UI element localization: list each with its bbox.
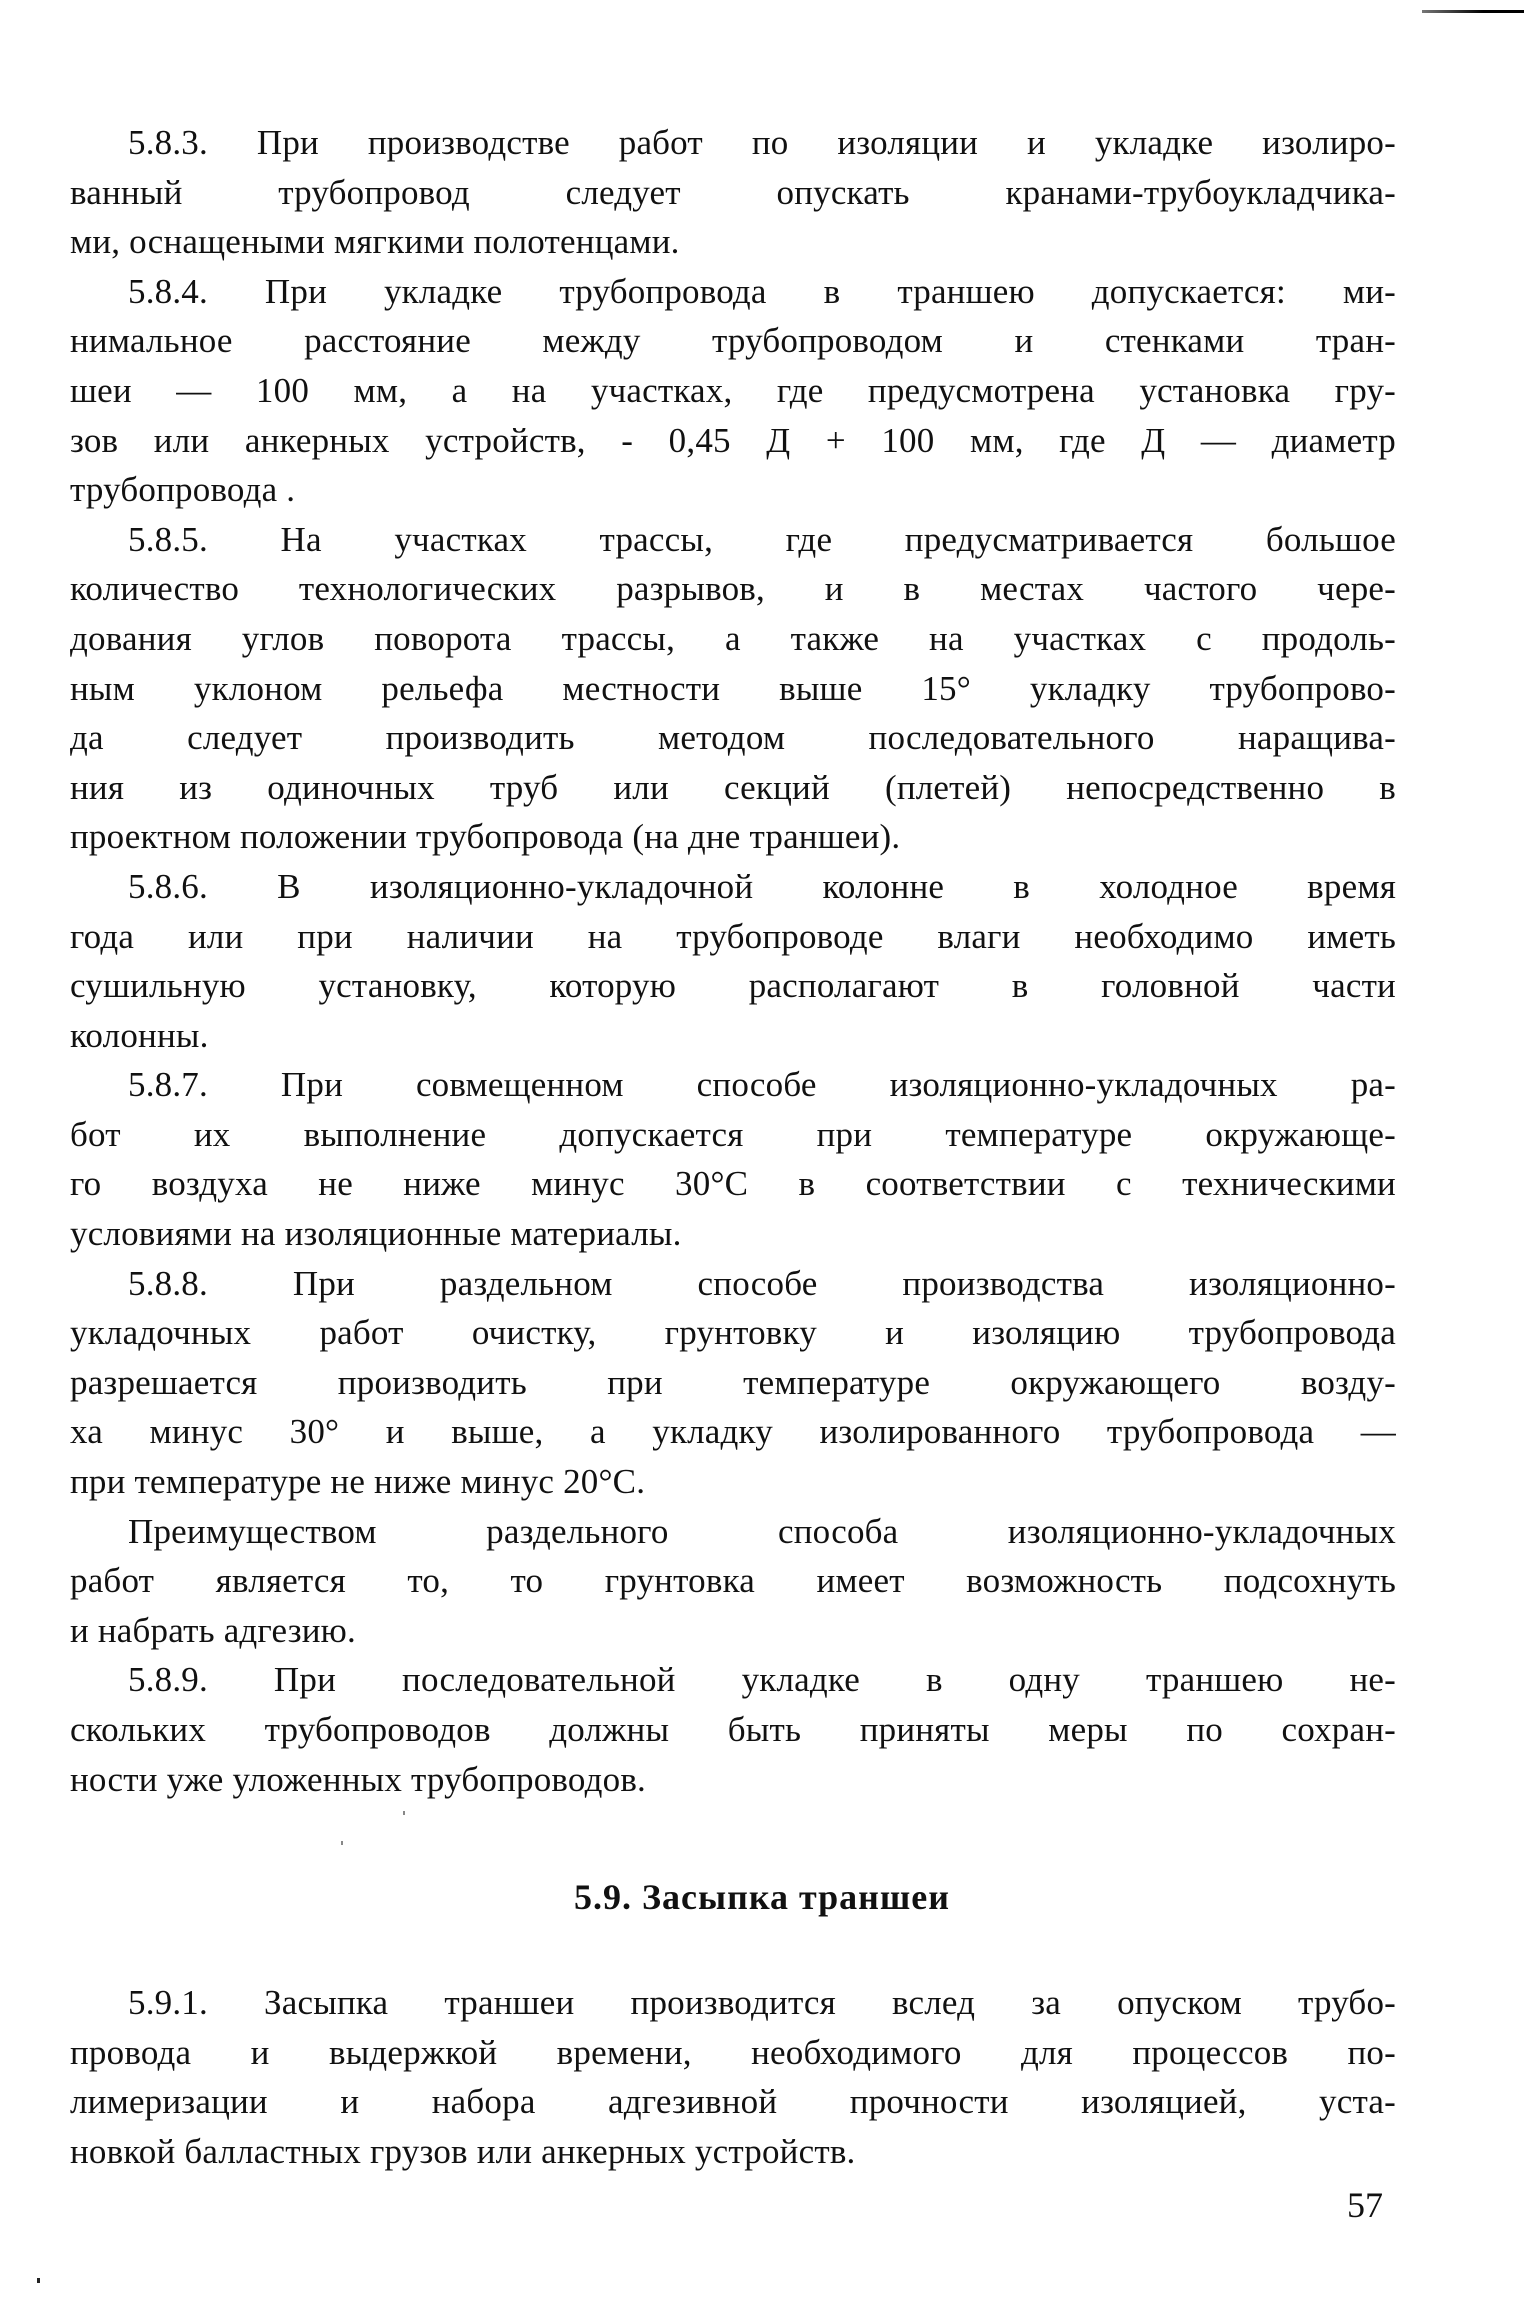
scan-speck	[37, 2278, 40, 2283]
paragraph-advantage	[70, 1507, 1396, 1656]
text-line: ным уклоном рельефа местности выше 15° укладку трубопрово-	[70, 668, 1396, 708]
text-line: шеи — 100 мм, а на участках, где предусмотрена установка гру-	[70, 370, 1396, 410]
text-line: работ является то, то грунтовка имеет возможность подсохнуть	[70, 1561, 1396, 1601]
scan-speck	[341, 1841, 343, 1845]
paragraph-5-9-1	[70, 1978, 1396, 2176]
text-line: 5.9.1. Засыпка траншеи производится вслед за опуском трубо-	[128, 1983, 1396, 2022]
text-line: го воздуха не ниже минус 30°С в соответствии с техническими	[70, 1164, 1396, 1204]
text-line: количество технологических разрывов, и в местах частого чере-	[70, 569, 1396, 609]
text-line: 5.8.7. При совмещенном способе изоляционно-укладочных ра-	[128, 1065, 1396, 1105]
text-line: да следует производить методом последовательного наращива-	[70, 718, 1396, 758]
text-line: ния из одиночных труб или секций (плетей) непосредственно в	[70, 767, 1396, 807]
paragraph-5-8-7	[70, 1060, 1396, 1258]
text-line: 5.8.6. В изоляционно-укладочной колонне в холодное время	[128, 866, 1396, 906]
text-line: ми, оснащеными мягкими полотенцами.	[70, 222, 680, 262]
text-line: новкой балластных грузов или анкерных устройств.	[70, 2131, 856, 2171]
page-number: 57	[1347, 2185, 1383, 2225]
text-line: года или при наличии на трубопроводе влаги необходимо иметь	[70, 916, 1396, 956]
text-line: условиями на изоляционные материалы.	[70, 1214, 682, 1254]
text-line: проектном положении трубопровода (на дне траншеи).	[70, 817, 901, 857]
text-line: сушильную установку, которую располагают в головной части	[70, 966, 1396, 1006]
text-line: 5.8.9. При последовательной укладке в одну траншею не-	[128, 1660, 1396, 1700]
text-line: скольких трубопроводов должны быть приняты меры по сохран-	[70, 1710, 1396, 1749]
text-line: колонны.	[70, 1015, 209, 1055]
scan-speck	[403, 1811, 405, 1815]
section-5-9-body	[70, 1978, 1396, 2176]
text-line: укладочных работ очистку, грунтовку и изоляцию трубопровода	[70, 1313, 1396, 1353]
paragraph-5-8-5	[70, 515, 1396, 862]
text-line: провода и выдержкой времени, необходимого для процессов по-	[70, 2032, 1396, 2072]
text-line: трубопровода .	[70, 470, 296, 510]
text-line: бот их выполнение допускается при температуре окружающе-	[70, 1114, 1396, 1154]
text-line: ха минус 30° и выше, а укладку изолированного трубопровода —	[70, 1412, 1396, 1452]
text-line: ности уже уложенных трубопроводов.	[70, 1759, 646, 1799]
section-heading-5-9: 5.9. Засыпка траншеи	[573, 1877, 951, 1917]
text-line: ванный трубопровод следует опускать кранами-трубоукладчика-	[70, 172, 1396, 212]
text-line: разрешается производить при температуре окружающего возду-	[70, 1362, 1396, 1402]
text-line: 5.8.8. При раздельном способе производства изоляционно-	[128, 1263, 1396, 1303]
text-line: 5.8.4. При укладке трубопровода в траншею допускается: ми-	[128, 271, 1396, 311]
text-line: зов или анкерных устройств, - 0,45 Д + 100 мм, где Д — диаметр	[70, 420, 1396, 460]
paragraph-5-8-9	[70, 1655, 1396, 1804]
text-line: лимеризации и набора адгезивной прочности изоляцией, уста-	[70, 2082, 1396, 2122]
paragraph-5-8-3	[70, 118, 1396, 267]
text-line: нимальное расстояние между трубопроводом и стенками тран-	[70, 321, 1396, 361]
scan-edge-line	[1422, 10, 1524, 13]
paragraph-5-8-6	[70, 862, 1396, 1060]
text-line: дования углов поворота трассы, а также на участках с продоль-	[70, 618, 1396, 658]
text-line: при температуре не ниже минус 20°С.	[70, 1462, 646, 1502]
text-line: 5.8.3. При производстве работ по изоляции и укладке изолиро-	[128, 123, 1396, 162]
text-line: 5.8.5. На участках трассы, где предусматривается большое	[128, 519, 1396, 559]
paragraph-5-8-8	[70, 1259, 1396, 1507]
paragraph-5-8-4	[70, 267, 1396, 515]
text-line: Преимуществом раздельного способа изоляционно-укладочных	[128, 1511, 1396, 1551]
page-body	[70, 118, 1396, 1804]
text-line: и набрать адгезию.	[70, 1610, 356, 1650]
